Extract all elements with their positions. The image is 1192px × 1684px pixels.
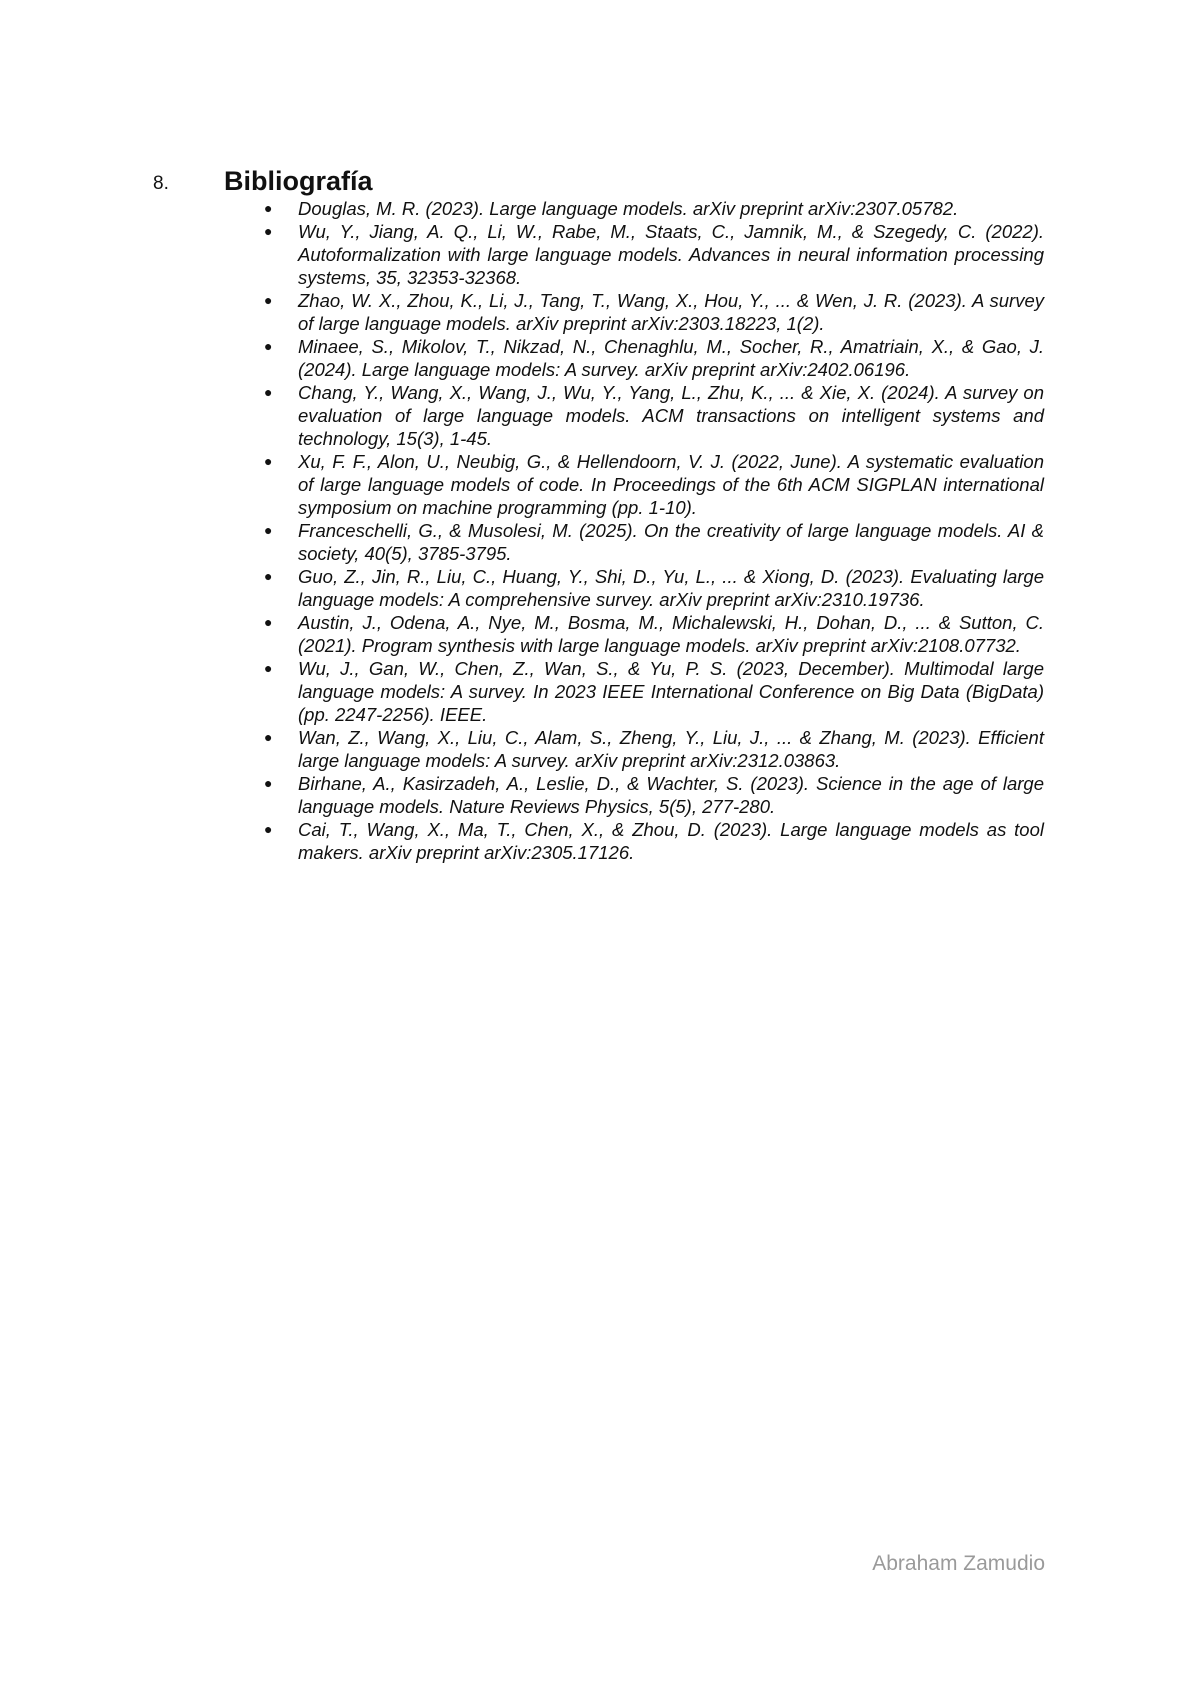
bullet-icon: ● <box>264 384 273 400</box>
bullet-icon: ● <box>264 614 273 630</box>
reference-text: Wan, Z., Wang, X., Liu, C., Alam, S., Zheng, Y., Liu, J., ... & Zhang, M. (2023). Efficient large language models: A survey. arXiv preprint arXiv:2312.03863. <box>298 727 1044 771</box>
bibliography-item <box>264 289 1044 335</box>
bullet-icon: ● <box>264 775 273 791</box>
bullet-icon: ● <box>264 660 273 676</box>
bullet-icon: ● <box>264 223 273 239</box>
bibliography-item <box>264 197 1044 220</box>
reference-text: Birhane, A., Kasirzadeh, A., Leslie, D., & Wachter, S. (2023). Science in the age of large language models. Nature Reviews Physics, 5(5), 277-280. <box>298 773 1044 817</box>
bullet-icon: ● <box>264 821 273 837</box>
bullet-icon: ● <box>264 568 273 584</box>
reference-text: Zhao, W. X., Zhou, K., Li, J., Tang, T., Wang, X., Hou, Y., ... & Wen, J. R. (2023). A survey of large language models. arXiv preprint arXiv:2303.18223, 1(2). <box>298 290 1044 334</box>
footer-author: Abraham Zamudio <box>872 1552 1045 1575</box>
bibliography-item <box>264 611 1044 657</box>
reference-text: Austin, J., Odena, A., Nye, M., Bosma, M., Michalewski, H., Dohan, D., ... & Sutton, C. (2021). Program synthesis with large language models. arXiv preprint arXiv:2108.07732. <box>298 612 1044 656</box>
bibliography-list <box>264 197 1044 864</box>
reference-text: Douglas, M. R. (2023). Large language models. arXiv preprint arXiv:2307.05782. <box>298 198 959 219</box>
reference-text: Guo, Z., Jin, R., Liu, C., Huang, Y., Shi, D., Yu, L., ... & Xiong, D. (2023). Evaluating large language models: A comprehensive survey. arXiv preprint arXiv:2310.19736. <box>298 566 1044 610</box>
bullet-icon: ● <box>264 292 273 308</box>
bullet-icon: ● <box>264 522 273 538</box>
bullet-icon: ● <box>264 200 273 216</box>
reference-text: Wu, J., Gan, W., Chen, Z., Wan, S., & Yu, P. S. (2023, December). Multimodal large language models: A survey. In 2023 IEEE International Conference on Big Data (BigData) (pp. 2247-2256). IEEE. <box>298 658 1044 725</box>
bibliography-item <box>264 450 1044 519</box>
bibliography-item <box>264 565 1044 611</box>
bibliography-item <box>264 381 1044 450</box>
bullet-icon: ● <box>264 338 273 354</box>
bibliography-item <box>264 818 1044 864</box>
reference-text: Franceschelli, G., & Musolesi, M. (2025). On the creativity of large language models. AI & society, 40(5), 3785-3795. <box>298 520 1044 564</box>
reference-text: Minaee, S., Mikolov, T., Nikzad, N., Chenaghlu, M., Socher, R., Amatriain, X., & Gao, J. (2024). Large language models: A survey. arXiv preprint arXiv:2402.06196. <box>298 336 1044 380</box>
reference-text: Cai, T., Wang, X., Ma, T., Chen, X., & Zhou, D. (2023). Large language models as tool makers. arXiv preprint arXiv:2305.17126. <box>298 819 1044 863</box>
bibliography-item <box>264 772 1044 818</box>
bibliography-item <box>264 335 1044 381</box>
bibliography-item <box>264 519 1044 565</box>
reference-text: Chang, Y., Wang, X., Wang, J., Wu, Y., Yang, L., Zhu, K., ... & Xie, X. (2024). A survey on evaluation of large language models. ACM transactions on intelligent systems and technology, 15(3), 1-45. <box>298 382 1044 449</box>
bibliography-item <box>264 657 1044 726</box>
bibliography-item <box>264 726 1044 772</box>
bullet-icon: ● <box>264 453 273 469</box>
reference-text: Xu, F. F., Alon, U., Neubig, G., & Hellendoorn, V. J. (2022, June). A systematic evaluation of large language models of code. In Proceedings of the 6th ACM SIGPLAN international symposium on machine programming (pp. 1-10). <box>298 451 1044 518</box>
bibliography-item <box>264 220 1044 289</box>
section-number: 8. <box>153 173 169 194</box>
bullet-icon: ● <box>264 729 273 745</box>
section-title: Bibliografía <box>224 166 373 196</box>
reference-text: Wu, Y., Jiang, A. Q., Li, W., Rabe, M., Staats, C., Jamnik, M., & Szegedy, C. (2022). Autoformalization with large language models. Advances in neural information processing systems, 35, 32353-32368. <box>298 221 1044 288</box>
